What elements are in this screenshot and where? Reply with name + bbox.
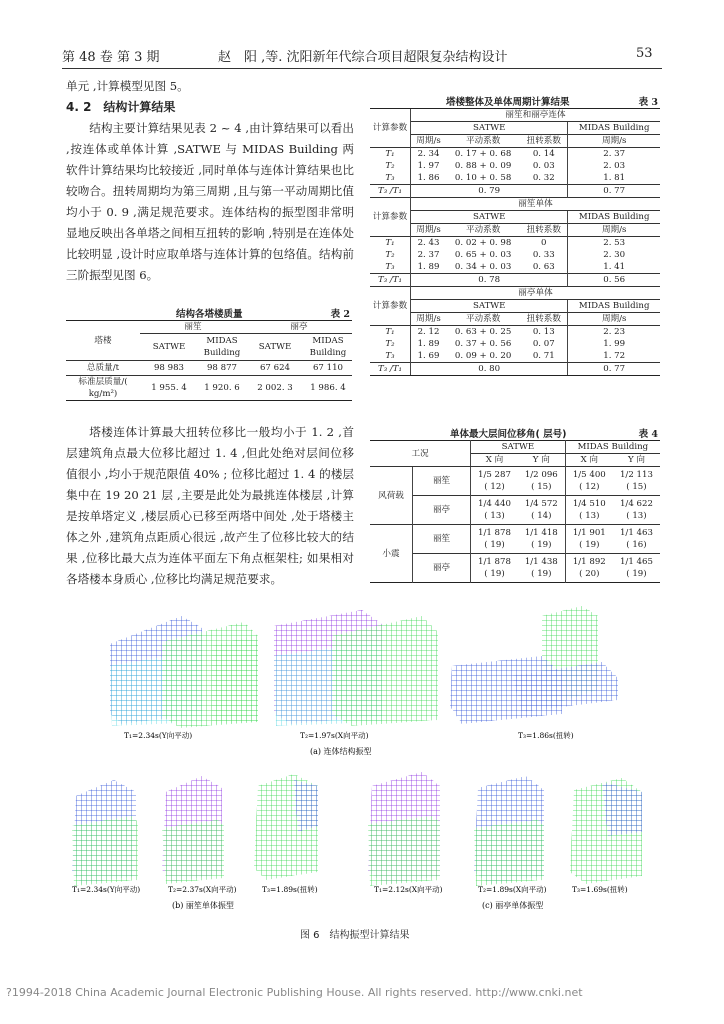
table-3-block-title: 丽笙单体 xyxy=(411,198,661,211)
table-3-row-label: T₂ xyxy=(370,249,411,261)
table-4-value: 1/1 465 xyxy=(619,557,653,567)
table-4-header-condition: 工况 xyxy=(370,441,471,467)
table-3-cell: 0. 10 + 0. 58 xyxy=(454,173,512,183)
table-3-ratio-satwe: 0. 78 xyxy=(411,274,568,287)
table-3-midas: MIDAS Building xyxy=(578,212,650,222)
fig-label-a1: T₁=2.34s(Y向平动) xyxy=(124,731,193,740)
table-2-title: 结构各塔楼质量 xyxy=(176,309,243,320)
mode-shape-b2 xyxy=(162,776,224,884)
table-3-cell: 2. 30 xyxy=(603,250,626,260)
table-3-cell: 1. 72 xyxy=(603,351,626,361)
mode-shape-c1 xyxy=(368,772,440,886)
table-3-col-tors: 扭转系数 xyxy=(520,224,568,237)
table-4-header-satwe: SATWE xyxy=(471,441,566,454)
table-3-cell: 0. 17 + 0. 68 xyxy=(454,149,512,159)
fig-caption-a: (a) 连体结构振型 xyxy=(310,747,372,756)
table-2-group-lisheng: 丽笙 xyxy=(140,321,246,334)
table-3-cell: 1. 89 xyxy=(417,339,440,349)
table-3-ratio-satwe: 0. 80 xyxy=(411,363,568,376)
table-3-cell: 2. 12 xyxy=(417,327,440,337)
table-3-cell: 0. 34 + 0. 03 xyxy=(454,262,512,272)
table-3-col-tors: 扭转系数 xyxy=(520,313,568,326)
mode-shape-a2 xyxy=(274,610,438,726)
table-4-value: 1/1 892 xyxy=(572,557,606,567)
table-4-floor: ( 15) xyxy=(626,482,647,492)
table-2-group-liting: 丽亭 xyxy=(246,321,352,334)
table-4-floor: ( 13) xyxy=(579,511,600,521)
table-3-col-period: 周期/s xyxy=(416,136,441,146)
table-3-ratio-midas: 0. 56 xyxy=(603,275,626,285)
table-2-cell: 2 002. 3 xyxy=(257,383,293,393)
table-2-cell: 1 986. 4 xyxy=(310,383,346,393)
table-4-value: 1/4 440 xyxy=(478,499,511,509)
paragraph-results: 结构主要计算结果见表 2 ~ 4 ,由计算结果可以看出 ,按连体或单体计算 ,SATWE 与 MIDAS Building 两软件计算结果均比较接近 ,同时单体与连体计算结果也比较吻合。扭转周期均为第三周期 ,且与第一平动周期比值均小于 0. 9 ,满足规范要求。连体结构的振型图非常明显地反映出各单塔之间相互扭转的影响 ,特别是在连体处比较明显 ,设计时应取单塔与连体计算的包络值。结构前三阶振型见图 6。 xyxy=(66,121,354,282)
table-4-tower: 丽笙 xyxy=(413,467,471,496)
table-3-cell: 1. 69 xyxy=(417,351,440,361)
table-3-row-label: T₂ xyxy=(370,338,411,350)
table-4-tower: 丽亭 xyxy=(413,554,471,583)
table-4 xyxy=(370,426,660,583)
table-3-cell: 0. 33 xyxy=(520,249,568,261)
table-2-col-satwe-1: SATWE xyxy=(152,342,186,352)
table-3-ratio-label: T₃ /T₁ xyxy=(370,274,411,287)
table-3-cell: 0. 32 xyxy=(520,172,568,185)
table-3-ratio-satwe: 0. 79 xyxy=(411,185,568,198)
table-3-param-label: 计算参数 xyxy=(370,287,411,326)
table-4-value: 1/5 400 xyxy=(572,470,606,480)
table-3-grid xyxy=(370,108,660,376)
table-4-value: 1/1 901 xyxy=(572,528,606,538)
fig-label-b3: T₃=1.89s(扭转) xyxy=(262,885,318,894)
table-4-floor: ( 19) xyxy=(531,540,552,550)
table-2-row-floor-mass: 标准层质量/( kg/m²) xyxy=(78,377,128,399)
table-3-row-label: T₃ xyxy=(370,172,411,185)
table-3-row-label: T₁ xyxy=(370,326,411,339)
left-column-bottom xyxy=(66,422,354,590)
table-3-cell: 0 xyxy=(520,237,568,250)
left-column-top xyxy=(66,76,354,286)
table-4-floor: ( 12) xyxy=(484,482,505,492)
table-4-value: 1/2 096 xyxy=(524,470,558,480)
table-3-param-label: 计算参数 xyxy=(370,198,411,237)
table-3-ratio-label: T₃ /T₁ xyxy=(370,363,411,376)
page-number: 53 xyxy=(636,46,653,61)
table-4-condition: 小震 xyxy=(370,525,413,583)
table-3-title: 塔楼整体及单体周期计算结果 xyxy=(446,97,570,108)
table-3-midas: MIDAS Building xyxy=(578,123,650,133)
table-4-floor: ( 19) xyxy=(484,569,505,579)
table-3-col-period: 周期/s xyxy=(416,225,441,235)
table-3-row-label: T₁ xyxy=(370,237,411,250)
table-3-cell: 0. 88 + 0. 09 xyxy=(454,161,512,171)
table-4-floor: ( 12) xyxy=(579,482,600,492)
table-3-cell: 0. 37 + 0. 56 xyxy=(454,339,512,349)
table-3 xyxy=(370,94,660,376)
table-3-col-trans: 平动系数 xyxy=(465,314,501,324)
table-3-cell: 0. 14 xyxy=(520,148,568,161)
table-3-block-title: 丽亭单体 xyxy=(411,287,661,300)
table-4-floor: ( 19) xyxy=(531,569,552,579)
table-4-value: 1/1 463 xyxy=(619,528,653,538)
table-3-cell: 1. 99 xyxy=(603,339,626,349)
table-4-floor: ( 19) xyxy=(484,540,505,550)
table-4-col-y: Y 向 xyxy=(627,455,645,465)
table-3-col-trans: 平动系数 xyxy=(465,136,501,146)
fig-label-c3: T₃=1.69s(扭转) xyxy=(572,885,628,894)
table-4-condition: 风荷载 xyxy=(370,467,413,525)
table-3-cell: 2. 03 xyxy=(603,161,626,171)
table-4-value: 1/1 438 xyxy=(524,557,558,567)
figure-6-caption: 图 6 结构振型计算结果 xyxy=(300,930,410,941)
table-4-floor: ( 16) xyxy=(626,540,647,550)
table-3-cell: 1. 86 xyxy=(417,173,440,183)
table-3-label: 表 3 xyxy=(638,97,658,108)
table-4-value: 1/4 622 xyxy=(619,499,653,509)
table-4-floor: ( 13) xyxy=(484,511,505,521)
section-heading: 4. 2 结构计算结果 xyxy=(66,100,176,114)
table-2-col-satwe-2: SATWE xyxy=(258,342,292,352)
table-4-value: 1/1 878 xyxy=(478,557,511,567)
table-3-cell: 2. 23 xyxy=(603,327,626,337)
header-rule xyxy=(62,68,662,69)
table-3-cell: 2. 34 xyxy=(417,149,440,159)
table-2-cell: 1 920. 6 xyxy=(204,383,240,393)
table-4-label: 表 4 xyxy=(638,429,658,440)
table-3-satwe: SATWE xyxy=(411,211,568,224)
fig-label-b2: T₂=2.37s(X向平动) xyxy=(168,885,237,894)
journal-volume: 第 48 卷 第 3 期 xyxy=(62,50,160,65)
table-3-row-label: T₃ xyxy=(370,261,411,274)
table-3-cell: 0. 63 xyxy=(520,261,568,274)
table-4-value: 1/5 287 xyxy=(478,470,511,480)
table-4-value: 1/1 418 xyxy=(524,528,558,538)
paragraph-model: 单元 ,计算模型见图 5。 xyxy=(66,79,189,93)
table-4-header-midas: MIDAS Building xyxy=(577,442,649,452)
mode-shape-c3 xyxy=(570,778,642,884)
table-3-param-label: 计算参数 xyxy=(370,109,411,148)
table-2-col-midas-2: MIDAS Building xyxy=(309,336,347,358)
table-2-cell: 1 955. 4 xyxy=(151,383,187,393)
mode-shape-b3 xyxy=(254,774,318,880)
table-4-tower: 丽笙 xyxy=(413,525,471,554)
figure-6 xyxy=(62,596,662,926)
table-4-col-x: X 向 xyxy=(485,455,504,465)
mode-shape-c2 xyxy=(474,776,544,886)
mode-shape-b1 xyxy=(72,780,138,886)
table-3-cell: 0. 13 xyxy=(520,326,568,339)
table-3-midas: MIDAS Building xyxy=(578,301,650,311)
table-3-cell: 0. 63 + 0. 25 xyxy=(454,327,512,337)
mode-shape-a1 xyxy=(110,616,258,728)
table-3-cell: 1. 41 xyxy=(603,262,626,272)
table-3-cell: 0. 09 + 0. 20 xyxy=(454,351,512,361)
table-4-value: 1/4 510 xyxy=(572,499,606,509)
table-3-cell: 0. 71 xyxy=(520,350,568,363)
fig-label-c1: T₁=2.12s(X向平动) xyxy=(374,885,443,894)
running-title: 赵 阳 ,等. 沈阳新年代综合项目超限复杂结构设计 xyxy=(218,50,508,65)
table-3-col-period2: 周期/s xyxy=(601,314,627,324)
table-4-grid xyxy=(370,440,660,583)
fig-label-b1: T₁=2.34s(Y向平动) xyxy=(72,885,141,894)
fig-label-c2: T₂=1.89s(X向平动) xyxy=(478,885,547,894)
table-3-row-label: T₁ xyxy=(370,148,411,161)
table-3-ratio-midas: 0. 77 xyxy=(603,186,626,196)
table-4-floor: ( 19) xyxy=(626,569,647,579)
fig-caption-b: (b) 丽笙单体振型 xyxy=(172,901,234,910)
copyright-footer: ?1994-2018 China Academic Journal Electronic Publishing House. All rights reserved. http://www.cnki.net xyxy=(6,986,583,999)
table-3-cell: 1. 81 xyxy=(603,173,626,183)
table-2-cell: 67 624 xyxy=(259,363,291,373)
table-3-cell: 0. 65 + 0. 03 xyxy=(454,250,512,260)
table-2-col-midas-1: MIDAS Building xyxy=(203,336,241,358)
table-4-value: 1/4 572 xyxy=(524,499,558,509)
table-3-cell: 0. 03 xyxy=(520,160,568,172)
fig-label-a3: T₃=1.86s(扭转) xyxy=(518,731,574,740)
fig-label-a2: T₂=1.97s(X向平动) xyxy=(300,731,369,740)
mode-shape-a3 xyxy=(450,606,618,724)
table-3-satwe: SATWE xyxy=(411,300,568,313)
table-4-floor: ( 15) xyxy=(531,482,552,492)
paragraph-displacement: 塔楼连体计算最大扭转位移比一般均小于 1. 2 ,首层建筑角点最大位移比超过 1. 4 ,但此处绝对层间位移值很小 ,均小于规范限值 40% ; 位移比超过 1. 4 的楼层集中在 19 20 21 层 ,主要是此处为最挑连体楼层 ,计算是按单塔定义 ,楼层质心已移至两塔中间处 ,处于塔楼主体之外 ,建筑角点距质心很远 ,故产生了位移比较大的结果 ,位移比最大点为连体平面左下角点框架柱; 如果相对各塔楼本身质心 ,位移比均满足规范要求。 xyxy=(66,425,354,586)
table-2-cell: 98 983 xyxy=(153,363,185,373)
table-3-cell: 1. 89 xyxy=(417,262,440,272)
table-4-value: 1/2 113 xyxy=(619,470,653,480)
table-2-cell: 67 110 xyxy=(312,363,344,373)
table-3-cell: 2. 37 xyxy=(603,149,626,159)
table-3-col-tors: 扭转系数 xyxy=(520,135,568,148)
table-3-ratio-midas: 0. 77 xyxy=(603,364,626,374)
table-4-col-x: X 向 xyxy=(580,455,599,465)
table-2-cell: 98 877 xyxy=(206,363,238,373)
table-3-row-label: T₂ xyxy=(370,160,411,172)
table-3-col-period: 周期/s xyxy=(416,314,441,324)
table-4-tower: 丽亭 xyxy=(413,496,471,525)
table-2 xyxy=(66,306,352,401)
table-3-cell: 2. 43 xyxy=(417,238,440,248)
table-3-cell: 0. 07 xyxy=(520,338,568,350)
table-4-title: 单体最大层间位移角( 层号) xyxy=(450,429,567,440)
table-3-cell: 1. 97 xyxy=(417,161,440,171)
table-3-row-label: T₃ xyxy=(370,350,411,363)
fig-caption-c: (c) 丽亭单体振型 xyxy=(482,901,544,910)
table-4-floor: ( 14) xyxy=(531,511,552,521)
table-2-label: 表 2 xyxy=(330,309,350,320)
table-3-block-title: 丽笙和丽亭连体 xyxy=(411,109,661,122)
table-4-floor: ( 20) xyxy=(579,569,600,579)
table-3-col-trans: 平动系数 xyxy=(465,225,501,235)
table-4-floor: ( 19) xyxy=(579,540,600,550)
table-2-header-tower: 塔楼 xyxy=(66,321,140,361)
table-2-grid xyxy=(66,320,352,401)
table-2-row-total-mass: 总质量/t xyxy=(86,363,120,373)
table-3-cell: 0. 02 + 0. 98 xyxy=(454,238,512,248)
table-4-col-y: Y 向 xyxy=(518,454,565,467)
table-3-col-period2: 周期/s xyxy=(601,225,627,235)
table-3-cell: 2. 53 xyxy=(603,238,626,248)
table-3-ratio-label: T₃ /T₁ xyxy=(370,185,411,198)
table-4-floor: ( 13) xyxy=(626,511,647,521)
table-3-cell: 2. 37 xyxy=(417,250,440,260)
table-3-col-period2: 周期/s xyxy=(601,136,627,146)
table-3-satwe: SATWE xyxy=(411,122,568,135)
table-4-value: 1/1 878 xyxy=(478,528,511,538)
